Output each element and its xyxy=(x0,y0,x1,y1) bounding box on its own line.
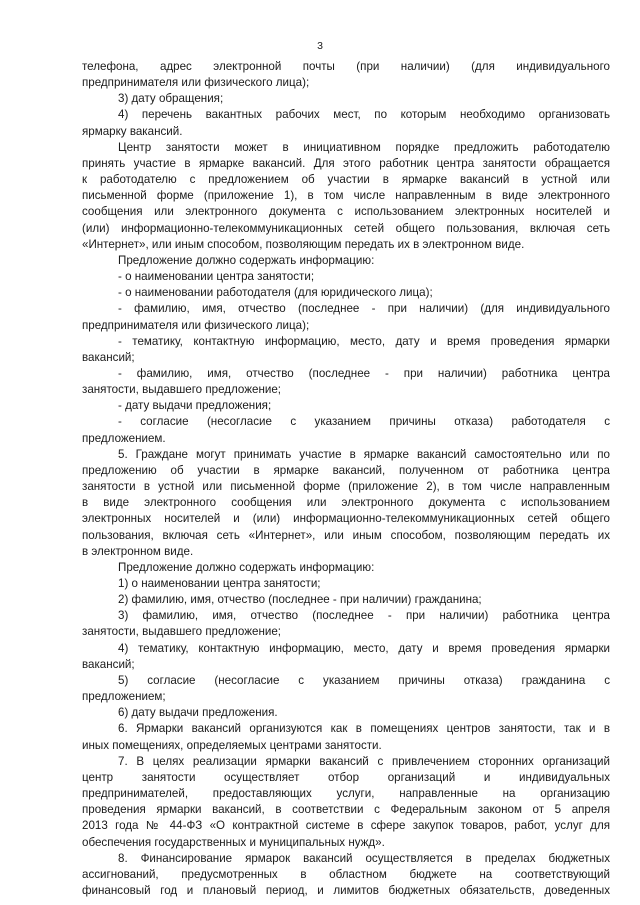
text-line: 3) фамилию, имя, отчество (последнее - при наличии) работника центра xyxy=(118,609,610,623)
text-line: - о наименовании центра занятости; xyxy=(118,270,315,284)
text-line: проведения ярмарки вакансий, в соответствии с Федеральным законом от 5 апреля xyxy=(82,803,610,817)
text-line: 4) тематику, контактную информацию, место, дату и время проведения ярмарки xyxy=(118,641,610,655)
text-line: вакансий; xyxy=(82,350,135,364)
page-number: 3 xyxy=(317,40,323,52)
text-line: предложением; xyxy=(82,690,166,704)
text-line: предложением. xyxy=(82,431,166,445)
text-line: в виде электронного сообщения или электронного документа с использованием xyxy=(82,496,610,510)
text-line: 5. Граждане могут принимать участие в ярмарке вакансий самостоятельно или по xyxy=(118,447,610,461)
text-line: 6. Ярмарки вакансий организуются как в помещениях центров занятости, так и в xyxy=(118,722,610,736)
text-line: 7. В целях реализации ярмарки вакансий с привлечением сторонних организаций xyxy=(118,754,610,768)
text-line: (или) информационно-телекоммуникационных сетей общего пользования, включая сеть xyxy=(82,221,610,235)
text-line: вакансий; xyxy=(82,657,135,671)
text-line: занятости в устной или письменной форме (приложение 2), в том числе направленным xyxy=(82,480,610,494)
text-line: предпринимателей, предоставляющих услуги, направленные на организацию xyxy=(82,787,610,801)
text-line: 8. Финансирование ярмарок вакансий осуществляется в пределах бюджетных xyxy=(118,851,610,865)
text-line: 4) перечень вакантных рабочих мест, по которым необходимо организовать xyxy=(118,108,610,122)
text-line: - фамилию, имя, отчество (последнее - при наличии) (для индивидуального xyxy=(118,302,610,316)
text-line: в электронном виде. xyxy=(82,544,194,558)
text-line: принять участие в ярмарке вакансий. Для этого работник центра занятости обращается xyxy=(82,156,610,170)
text-line: предпринимателя или физического лица); xyxy=(82,318,310,332)
text-line: 6) дату выдачи предложения. xyxy=(118,706,278,720)
text-line: пользования, включая сеть «Интернет», или иным способом, позволяющим передать их xyxy=(82,528,610,542)
text-line: центр занятости осуществляет отбор организаций и индивидуальных xyxy=(82,770,610,784)
text-line: обеспечения государственных и муниципальных нужд». xyxy=(82,835,385,849)
text-line: электронных носителей и (или) информационно-телекоммуникационных сетей общего xyxy=(82,512,610,526)
text-line: - о наименовании работодателя (для юридического лица); xyxy=(118,286,433,300)
text-line: - фамилию, имя, отчество (последнее - при наличии) работника центра xyxy=(118,366,610,380)
text-line: 2013 года № 44-ФЗ «О контрактной системе в сфере закупок товаров, работ, услуг для xyxy=(82,819,610,833)
text-line: сообщения или электронного документа с использованием электронных носителей и xyxy=(82,205,610,219)
text-line: Предложение должно содержать информацию: xyxy=(118,560,375,574)
text-line: 3) дату обращения; xyxy=(118,92,224,106)
text-line: предпринимателя или физического лица); xyxy=(82,76,310,90)
text-line: телефона, адрес электронной почты (при наличии) (для индивидуального xyxy=(82,60,610,73)
text-line: к работодателю с предложением об участии в ярмарке вакансий в устной или xyxy=(82,173,610,187)
text-line: занятости, выдавшего предложение; xyxy=(82,625,282,639)
text-line: ярмарку вакансий. xyxy=(82,124,183,138)
text-line: - согласие (несогласие с указанием причины отказа) работодателя с xyxy=(118,415,610,429)
text-line: Предложение должно содержать информацию: xyxy=(118,253,375,267)
text-line: - тематику, контактную информацию, место, дату и время проведения ярмарки xyxy=(118,334,610,348)
text-line: занятости, выдавшего предложение; xyxy=(82,383,282,397)
document-body xyxy=(82,59,610,899)
text-line: Центр занятости может в инициативном порядке предложить работодателю xyxy=(118,140,610,154)
text-line: - дату выдачи предложения; xyxy=(118,399,272,413)
text-line: финансовый год и плановый период, и лимитов бюджетных обязательств, доведенных xyxy=(82,883,610,897)
text-line: ассигнований, предусмотренных в областном бюджете на соответствующий xyxy=(82,867,610,881)
text-line: 1) о наименовании центра занятости; xyxy=(118,577,321,590)
text-line: предложению об участии в ярмарке вакансий, полученном от работника центра xyxy=(82,463,610,477)
text-line: 5) согласие (несогласие с указанием причины отказа) гражданина с xyxy=(118,673,610,687)
text-line: письменной форме (приложение 1), в том числе направленным в виде электронного xyxy=(82,189,610,203)
text-line: иных помещениях, определяемых центрами занятости. xyxy=(82,738,382,752)
text-line: «Интернет», или иным способом, позволяющим передать их в электронном виде. xyxy=(82,237,525,251)
text-line: 2) фамилию, имя, отчество (последнее - при наличии) гражданина; xyxy=(118,593,482,607)
